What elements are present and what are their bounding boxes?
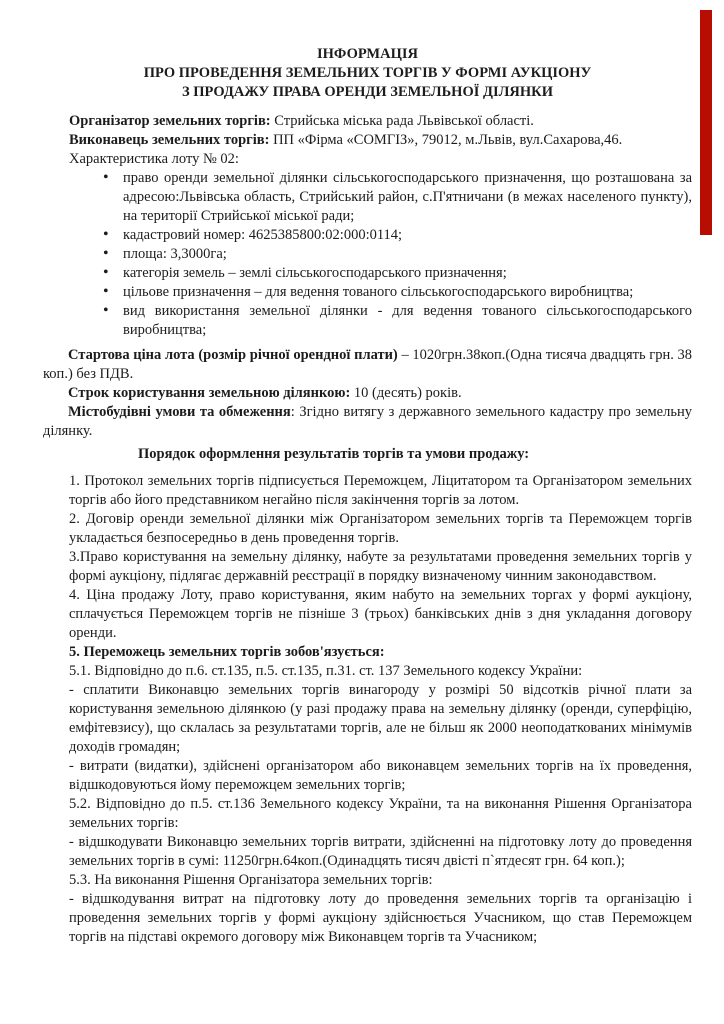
lot-characteristics-text: Характеристика лоту № 02: bbox=[69, 151, 239, 167]
terms-section-heading: Порядок оформлення результатів торгів та умови продажу: bbox=[138, 446, 530, 462]
term-paragraph-5-3-a: - відшкодування витрат на підготовку лоту до проведення земельних торгів та організацію і проведення земельних торгів у формі аукціону здійснюється Учасником, що став Переможцем торгів на підставі окремого договору між Виконавцем торгів та Учасником; bbox=[69, 891, 692, 945]
intro-block bbox=[69, 112, 692, 169]
term-paragraph-5-1-a: - сплатити Виконавцю земельних торгів винагороду у розмірі 50 відсотків річної плати за користування земельною ділянкою (у разі продажу права на земельну ділянку (оренди, суперфіцію, емфітевзису), що склалась за результатами торгів, але не більш як 2000 неоподаткованих мінімумів доходів громадян; bbox=[69, 682, 692, 755]
term-paragraph-5-1: 5.1. Відповідно до п.6. ст.135, п.5. ст.135, п.31. ст. 137 Земельного кодексу України: bbox=[69, 663, 583, 679]
organizer-value: Стрийська міська рада Львівської області. bbox=[270, 113, 534, 129]
use-term-value: 10 (десять) років. bbox=[350, 385, 462, 401]
term-paragraph-5-2-a: - відшкодувати Виконавцю земельних торгів витрати, здійсненні на підготовку лоту до проведення земельних торгів в сумі: 11250грн.64коп.(Одинадцять тисяч двісті п`ятдесят грн. 64 коп.); bbox=[69, 834, 692, 869]
lot-bullet-item: • кадастровий номер: 4625385800:02:000:0114; bbox=[101, 226, 692, 245]
executor-label: Виконавець земельних торгів: bbox=[69, 132, 270, 148]
term-paragraph-4: 4. Ціна продажу Лоту, право користування, яким набуто на земельних торгах у формі аукціону, сплачується Переможцем торгів не пізніше 3 (трьох) банківських днів з дня укладання договору оренди. bbox=[69, 587, 692, 641]
term-paragraph-2: 2. Договір оренди земельної ділянки між Організатором земельних торгів та Переможцем торгів укладається безпосередньо в день проведення торгів. bbox=[69, 511, 692, 546]
term-paragraph-5-2: 5.2. Відповідно до п.5. ст.136 Земельного кодексу України, та на виконання Рішення Організатора земельних торгів: bbox=[69, 796, 692, 831]
organizer-label: Організатор земельних торгів: bbox=[69, 113, 271, 129]
title-line-1: ІНФОРМАЦІЯ bbox=[317, 46, 418, 62]
title-line-2: ПРО ПРОВЕДЕННЯ ЗЕМЕЛЬНИХ ТОРГІВ У ФОРМІ АУКЦІОНУ bbox=[143, 65, 592, 81]
lot-characteristics-line bbox=[69, 150, 692, 169]
use-term-paragraph bbox=[43, 384, 692, 403]
term-paragraph-3: 3.Право користування на земельну ділянку, набуте за результатами проведення земельних торгів у формі аукціону, підлягає державній реєстрації в порядку визначеному чинним законодавством. bbox=[69, 549, 692, 584]
title-line-3: З ПРОДАЖУ ПРАВА ОРЕНДИ ЗЕМЕЛЬНОЇ ДІЛЯНКИ bbox=[182, 84, 553, 100]
lot-bullet-list bbox=[101, 169, 692, 340]
use-term-label: Строк користування земельною ділянкою: bbox=[68, 385, 351, 401]
lot-bullet-item: • вид використання земельної ділянки - для ведення тованого сільськогосподарського виробництва; bbox=[101, 302, 692, 340]
planning-conditions-label: Містобудівні умови та обмеження bbox=[68, 404, 291, 420]
term-paragraph-1: 1. Протокол земельних торгів підписується Переможцем, Ліцитатором та Організатором земельних торгів або його представником негайно після закінчення торгів за лотом. bbox=[69, 473, 692, 508]
terms-block bbox=[69, 472, 692, 947]
lot-bullet-item: • цільове призначення – для ведення тованого сільськогосподарського виробництва; bbox=[101, 283, 692, 302]
organizer-line bbox=[69, 112, 692, 131]
start-price-value: – 1020грн.38коп.(Одна тисяча двадцять грн. 38 коп.) без ПДВ. bbox=[43, 347, 692, 382]
planning-conditions-paragraph bbox=[43, 403, 692, 441]
planning-conditions-value: : Згідно витягу з державного земельного кадастру про земельну ділянку. bbox=[43, 404, 692, 439]
start-price-label: Стартова ціна лота (розмір річної орендної плати) bbox=[68, 347, 398, 363]
document-title bbox=[43, 45, 692, 102]
price-block bbox=[43, 346, 692, 441]
red-marker-bar bbox=[700, 10, 712, 235]
term-paragraph-5-3: 5.3. На виконання Рішення Організатора земельних торгів: bbox=[69, 872, 433, 888]
lot-bullet-item: • площа: 3,3000га; bbox=[101, 245, 692, 264]
executor-value: ПП «Фірма «СОМГІЗ», 79012, м.Львів, вул.Сахарова,46. bbox=[269, 132, 623, 148]
lot-bullet-item: • право оренди земельної ділянки сільськогосподарського призначення, що розташована за адресою:Львівська область, Стрийський район, с.П'ятничани (в межах населеного пункту), на території Стрийської міської ради; bbox=[101, 169, 692, 226]
executor-line bbox=[69, 131, 692, 150]
lot-bullet-item: • категорія земель – землі сільськогосподарського призначення; bbox=[101, 264, 692, 283]
start-price-paragraph bbox=[43, 346, 692, 384]
term-paragraph-5: 5. Переможець земельних торгів зобов'язується: bbox=[69, 644, 385, 660]
term-paragraph-5-1-b: - витрати (видатки), здійснені організатором або виконавцем земельних торгів на їх проведення, відшкодовуються йому переможцем земельних торгів; bbox=[69, 758, 692, 793]
